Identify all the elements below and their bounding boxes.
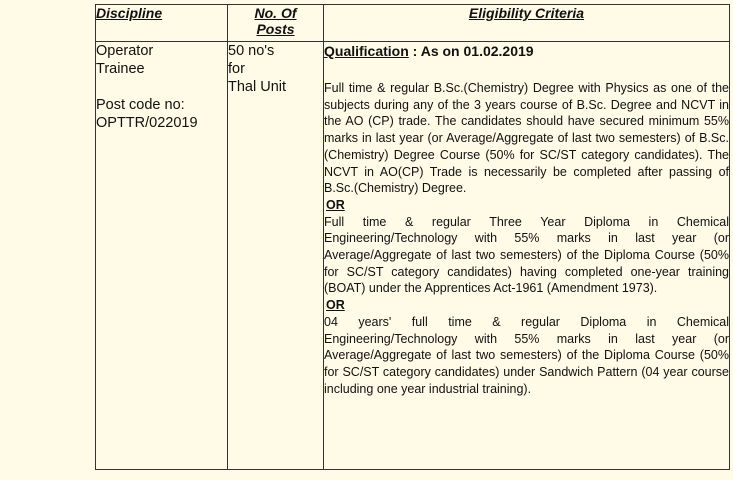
table-row xyxy=(96,42,730,470)
discipline-line1: Operator xyxy=(96,43,154,59)
criteria-option-3: 04 years' full time & regular Diploma in Chemical Engineering/Technology with 55% marks in last year (or Average/Aggregate of last two semesters) of the Diploma Course (50% for SC/ST category candidates) under Sandwich Pattern (04 year course including one year industrial training). xyxy=(324,314,729,396)
posts-line3: Thal Unit xyxy=(228,79,287,95)
or-separator-1: OR xyxy=(326,197,345,212)
header-posts-line1: No. Of xyxy=(254,5,297,21)
post-code-label: Post code no: xyxy=(96,97,185,113)
or-separator-2: OR xyxy=(326,298,345,313)
eligibility-table xyxy=(95,4,730,470)
post-code-value: OPTTR/022019 xyxy=(96,115,198,131)
header-row xyxy=(96,5,730,42)
posts-line2: for xyxy=(228,61,245,77)
header-posts xyxy=(228,5,324,42)
posts-cell xyxy=(228,42,324,470)
header-discipline xyxy=(96,5,228,42)
qualification-label: Qualification xyxy=(324,43,409,59)
discipline-cell xyxy=(96,42,228,470)
qualification-date: : As on 01.02.2019 xyxy=(408,43,534,59)
criteria-option-2: Full time & regular Three Year Diploma in Chemical Engineering/Technology with 55% marks in last year (or Average/Aggregate of last two semesters) of the Diploma Course (50% for SC/ST category candidates) having completed one-year training (BOAT) under the Apprentices Act-1961 (Amendment 1973). xyxy=(324,214,729,296)
header-criteria xyxy=(324,5,730,42)
posts-line1: 50 no's xyxy=(228,43,275,59)
qualification-heading xyxy=(324,42,729,60)
discipline-line2: Trainee xyxy=(96,61,145,77)
criteria-option-1: Full time & regular B.Sc.(Chemistry) Degree with Physics as one of the subjects during any of the 3 years course of B.Sc. Degree and NCVT in the AO (CP) trade. The candidates should have secured minimum 55% marks in last year (or Average/Aggregate of last two semesters) of B.Sc.(Chemistry) Degree Course (50% for SC/ST category candidates). The NCVT in AO(CP) Trade is necessarily be completed after passing of B.Sc.(Chemistry) Degree. xyxy=(324,81,729,196)
header-discipline-label: Discipline xyxy=(96,5,163,21)
header-criteria-label: Eligibility Criteria xyxy=(468,5,585,21)
header-posts-line2: Posts xyxy=(256,21,295,37)
criteria-cell xyxy=(324,42,730,470)
spacer xyxy=(96,78,227,96)
